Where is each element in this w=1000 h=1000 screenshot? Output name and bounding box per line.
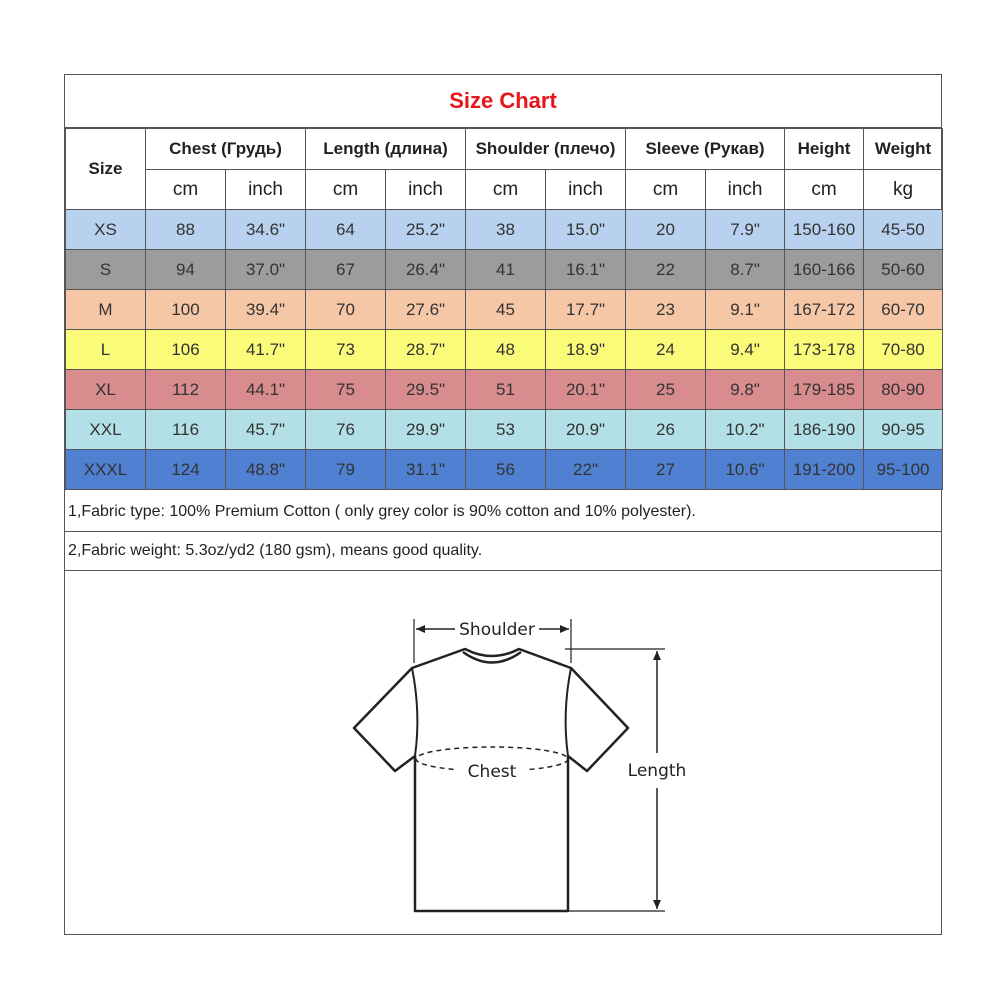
cell-length-cm: 73 [306,330,386,370]
cell-shoulder-cm: 45 [466,290,546,330]
cell-sleeve-inch: 7.9" [706,210,785,250]
cell-weight-kg: 70-80 [864,330,943,370]
cell-chest-inch: 34.6" [226,210,306,250]
cell-shoulder-inch: 20.9" [546,410,626,450]
cell-length-cm: 75 [306,370,386,410]
unit-chest-inch: inch [226,170,306,210]
cell-height-cm: 167-172 [785,290,864,330]
left-sleeve-seam [412,668,417,756]
cell-length-cm: 64 [306,210,386,250]
cell-sleeve-inch: 10.2" [706,410,785,450]
header-chest: Chest (Грудь) [146,129,306,170]
cell-chest-cm: 106 [146,330,226,370]
cell-size: XS [66,210,146,250]
unit-sleeve-cm: cm [626,170,706,210]
table-row [66,410,943,450]
table-row [66,290,943,330]
shoulder-label: Shoulder [459,620,535,640]
unit-weight-kg: kg [864,170,943,210]
note-fabric-weight: 2,Fabric weight: 5.3oz/yd2 (180 gsm), means good quality. [65,532,941,571]
cell-sleeve-cm: 22 [626,250,706,290]
cell-weight-kg: 90-95 [864,410,943,450]
cell-chest-inch: 39.4" [226,290,306,330]
cell-chest-inch: 44.1" [226,370,306,410]
unit-shoulder-inch: inch [546,170,626,210]
cell-chest-cm: 112 [146,370,226,410]
cell-height-cm: 191-200 [785,450,864,490]
cell-length-cm: 79 [306,450,386,490]
cell-shoulder-inch: 15.0" [546,210,626,250]
unit-chest-cm: cm [146,170,226,210]
cell-chest-inch: 48.8" [226,450,306,490]
cell-shoulder-cm: 51 [466,370,546,410]
cell-sleeve-cm: 20 [626,210,706,250]
cell-length-inch: 29.9" [386,410,466,450]
note-fabric-type: 1,Fabric type: 100% Premium Cotton ( only grey color is 90% cotton and 10% polyester). [65,493,941,532]
cell-weight-kg: 80-90 [864,370,943,410]
cell-sleeve-cm: 25 [626,370,706,410]
cell-weight-kg: 95-100 [864,450,943,490]
cell-sleeve-inch: 9.8" [706,370,785,410]
cell-sleeve-cm: 27 [626,450,706,490]
table-row [66,330,943,370]
cell-chest-cm: 88 [146,210,226,250]
cell-length-inch: 27.6" [386,290,466,330]
cell-height-cm: 179-185 [785,370,864,410]
size-table-body [66,210,943,490]
cell-sleeve-inch: 9.1" [706,290,785,330]
unit-sleeve-inch: inch [706,170,785,210]
cell-chest-cm: 94 [146,250,226,290]
unit-height-cm: cm [785,170,864,210]
cell-chest-cm: 100 [146,290,226,330]
cell-length-inch: 25.2" [386,210,466,250]
cell-sleeve-cm: 23 [626,290,706,330]
cell-sleeve-inch: 9.4" [706,330,785,370]
header-height: Height [785,129,864,170]
cell-height-cm: 150-160 [785,210,864,250]
cell-chest-inch: 41.7" [226,330,306,370]
cell-shoulder-inch: 17.7" [546,290,626,330]
size-table [65,128,943,490]
cell-chest-inch: 37.0" [226,250,306,290]
size-chart-frame [64,74,942,935]
table-row [66,250,943,290]
header-weight: Weight [864,129,943,170]
table-row [66,210,943,250]
cell-length-cm: 67 [306,250,386,290]
cell-shoulder-cm: 38 [466,210,546,250]
cell-weight-kg: 50-60 [864,250,943,290]
table-row [66,450,943,490]
cell-shoulder-cm: 48 [466,330,546,370]
cell-height-cm: 173-178 [785,330,864,370]
header-length: Length (длина) [306,129,466,170]
cell-chest-cm: 124 [146,450,226,490]
cell-shoulder-inch: 22" [546,450,626,490]
cell-shoulder-inch: 16.1" [546,250,626,290]
unit-length-inch: inch [386,170,466,210]
cell-height-cm: 186-190 [785,410,864,450]
length-label: Length [627,761,687,781]
header-shoulder: Shoulder (плечо) [466,129,626,170]
header-size: Size [66,129,146,210]
cell-length-inch: 31.1" [386,450,466,490]
cell-size: L [66,330,146,370]
unit-length-cm: cm [306,170,386,210]
cell-sleeve-cm: 24 [626,330,706,370]
cell-height-cm: 160-166 [785,250,864,290]
cell-chest-inch: 45.7" [226,410,306,450]
cell-size: S [66,250,146,290]
cell-sleeve-inch: 10.6" [706,450,785,490]
table-row [66,370,943,410]
cell-length-inch: 29.5" [386,370,466,410]
tshirt-measurement-figure [65,573,942,935]
cell-shoulder-inch: 18.9" [546,330,626,370]
cell-length-inch: 26.4" [386,250,466,290]
cell-sleeve-inch: 8.7" [706,250,785,290]
chart-title: Size Chart [65,75,941,128]
cell-shoulder-inch: 20.1" [546,370,626,410]
cell-length-cm: 70 [306,290,386,330]
header-sleeve: Sleeve (Рукав) [626,129,785,170]
cell-shoulder-cm: 41 [466,250,546,290]
cell-size: XXL [66,410,146,450]
cell-size: M [66,290,146,330]
cell-length-inch: 28.7" [386,330,466,370]
cell-weight-kg: 60-70 [864,290,943,330]
tshirt-diagram [65,573,941,935]
unit-shoulder-cm: cm [466,170,546,210]
right-sleeve-seam [566,668,571,756]
notes [65,493,941,571]
chest-label: Chest [467,762,517,782]
cell-size: XXXL [66,450,146,490]
cell-length-cm: 76 [306,410,386,450]
cell-shoulder-cm: 56 [466,450,546,490]
cell-sleeve-cm: 26 [626,410,706,450]
cell-weight-kg: 45-50 [864,210,943,250]
cell-shoulder-cm: 53 [466,410,546,450]
cell-chest-cm: 116 [146,410,226,450]
cell-size: XL [66,370,146,410]
